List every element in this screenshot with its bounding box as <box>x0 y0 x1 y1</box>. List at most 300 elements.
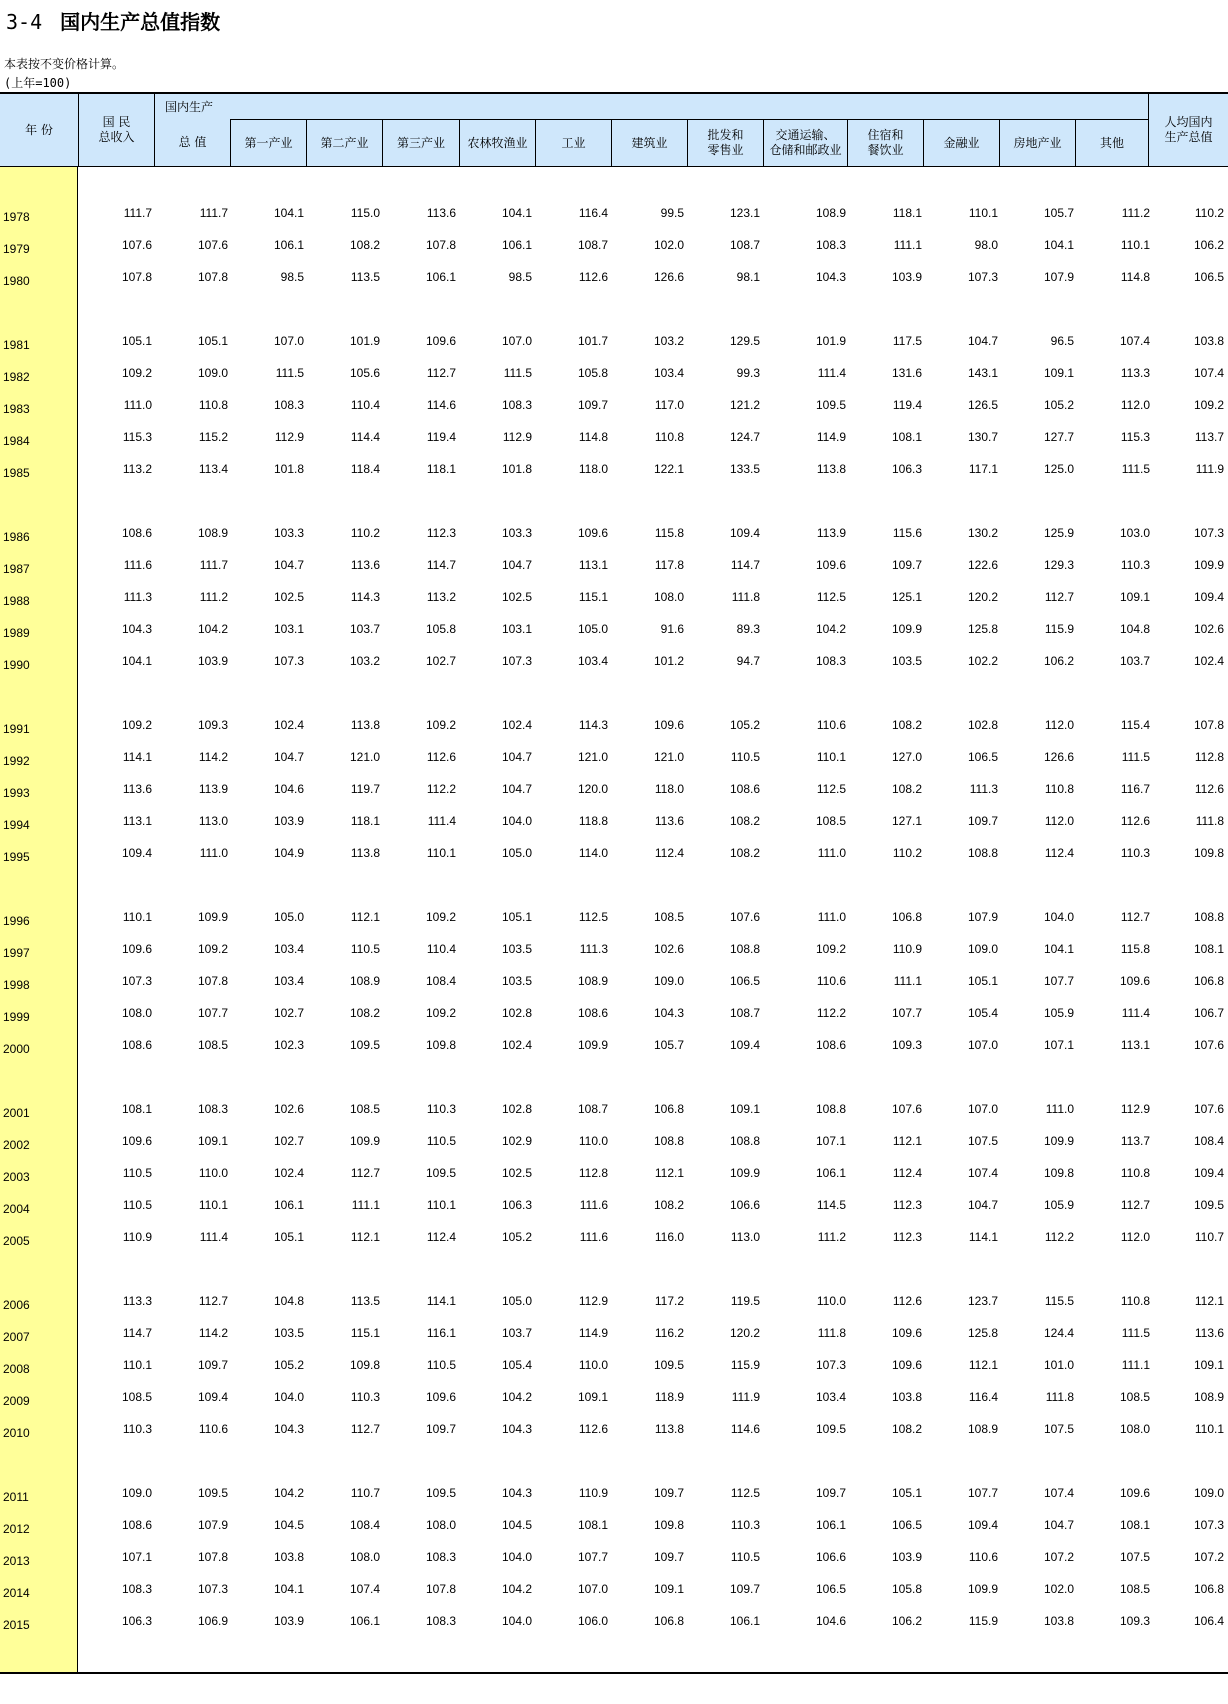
table-cell: 107.5 <box>1119 1550 1150 1564</box>
table-cell: 109.3 <box>891 1038 922 1052</box>
table-cell: 107.7 <box>1043 974 1074 988</box>
table-cell: 112.7 <box>426 366 456 380</box>
row-year: 1989 <box>3 626 30 640</box>
table-cell: 103.8 <box>891 1390 922 1404</box>
row-year: 1983 <box>3 402 30 416</box>
table-cell: 104.0 <box>501 1614 532 1628</box>
table-cell: 114.6 <box>730 1422 760 1436</box>
table-cell: 109.5 <box>425 1166 456 1180</box>
header-gdp-total: 总 值 <box>154 119 230 166</box>
table-cell: 113.4 <box>198 462 228 476</box>
table-cell: 112.4 <box>426 1230 456 1244</box>
table-cell: 110.9 <box>892 942 922 956</box>
table-cell: 119.5 <box>730 1294 760 1308</box>
table-cell: 110.6 <box>968 1550 998 1564</box>
table-cell: 105.4 <box>967 1006 998 1020</box>
row-year: 1988 <box>3 594 30 608</box>
table-cell: 105.1 <box>273 1230 304 1244</box>
table-cell: 109.5 <box>815 398 846 412</box>
table-cell: 112.5 <box>816 782 846 796</box>
table-cell: 114.9 <box>578 1326 608 1340</box>
table-cell: 110.8 <box>1120 1166 1150 1180</box>
table-cell: 112.7 <box>1120 910 1150 924</box>
table-cell: 102.9 <box>501 1134 532 1148</box>
row-year: 2005 <box>3 1234 30 1248</box>
table-cell: 103.0 <box>1119 526 1150 540</box>
table-cell: 116.4 <box>578 206 608 220</box>
table-cell: 109.0 <box>967 942 998 956</box>
table-cell: 111.5 <box>503 366 532 380</box>
table-cell: 125.0 <box>1043 462 1074 476</box>
table-cell: 105.0 <box>501 1294 532 1308</box>
table-cell: 104.2 <box>197 622 228 636</box>
table-cell: 108.3 <box>425 1614 456 1628</box>
table-cell: 115.2 <box>198 430 228 444</box>
table-cell: 112.3 <box>426 526 456 540</box>
table-cell: 114.1 <box>426 1294 456 1308</box>
table-cell: 103.2 <box>653 334 684 348</box>
table-cell: 106.1 <box>425 270 456 284</box>
table-cell: 110.1 <box>426 1198 456 1212</box>
table-cell: 111.0 <box>123 398 152 412</box>
table-cell: 112.8 <box>578 1166 608 1180</box>
table-cell: 107.6 <box>729 910 760 924</box>
table-cell: 114.9 <box>816 430 846 444</box>
table-cell: 111.5 <box>1121 1326 1150 1340</box>
table-cell: 113.9 <box>198 782 228 796</box>
table-cell: 108.2 <box>891 782 922 796</box>
table-cell: 101.7 <box>577 334 608 348</box>
table-cell: 107.1 <box>815 1134 846 1148</box>
table-cell: 108.7 <box>729 238 760 252</box>
table-cell: 106.1 <box>273 1198 304 1212</box>
table-cell: 109.2 <box>425 910 456 924</box>
table-cell: 104.7 <box>967 334 998 348</box>
table-cell: 111.6 <box>579 1230 608 1244</box>
table-cell: 102.4 <box>1193 654 1224 668</box>
table-cell: 109.8 <box>425 1038 456 1052</box>
table-cell: 111.9 <box>1195 462 1224 476</box>
table-cell: 110.0 <box>816 1294 846 1308</box>
table-cell: 110.5 <box>426 1358 456 1372</box>
table-cell: 127.1 <box>891 814 922 828</box>
table-cell: 107.6 <box>1193 1102 1224 1116</box>
table-cell: 108.4 <box>349 1518 380 1532</box>
table-cell: 103.9 <box>891 1550 922 1564</box>
table-cell: 98.5 <box>508 270 532 284</box>
table-cell: 110.6 <box>198 1422 228 1436</box>
table-cell: 102.8 <box>501 1102 532 1116</box>
table-cell: 121.0 <box>653 750 684 764</box>
table-cell: 104.6 <box>273 782 304 796</box>
table-cell: 102.0 <box>653 238 684 252</box>
table-cell: 113.6 <box>1194 1326 1224 1340</box>
table-cell: 113.8 <box>816 462 846 476</box>
table-cell: 102.5 <box>501 590 532 604</box>
table-cell: 110.8 <box>198 398 228 412</box>
table-cell: 104.7 <box>501 558 532 572</box>
table-cell: 109.0 <box>121 1486 152 1500</box>
table-cell: 108.9 <box>349 974 380 988</box>
table-cell: 112.1 <box>350 910 380 924</box>
table-cell: 115.5 <box>1044 1294 1074 1308</box>
table-cell: 112.9 <box>502 430 532 444</box>
table-cell: 109.2 <box>121 718 152 732</box>
table-cell: 112.9 <box>1120 1102 1150 1116</box>
row-year: 1984 <box>3 434 30 448</box>
table-cell: 124.4 <box>1043 1326 1074 1340</box>
table-cell: 120.0 <box>577 782 608 796</box>
row-year: 2006 <box>3 1298 30 1312</box>
table-cell: 122.6 <box>967 558 998 572</box>
table-cell: 104.3 <box>273 1422 304 1436</box>
table-cell: 108.5 <box>1119 1582 1150 1596</box>
table-cell: 110.1 <box>1194 1422 1224 1436</box>
table-cell: 109.5 <box>1193 1198 1224 1212</box>
table-cell: 109.5 <box>653 1358 684 1372</box>
table-cell: 116.1 <box>426 1326 456 1340</box>
table-cell: 98.1 <box>736 270 760 284</box>
table-cell: 110.9 <box>578 1486 608 1500</box>
row-year: 1996 <box>3 914 30 928</box>
table-cell: 106.2 <box>1193 238 1224 252</box>
table-cell: 108.5 <box>197 1038 228 1052</box>
table-cell: 104.7 <box>273 750 304 764</box>
table-cell: 119.4 <box>892 398 922 412</box>
table-cell: 109.6 <box>1119 974 1150 988</box>
table-cell: 111.4 <box>199 1230 228 1244</box>
table-cell: 113.6 <box>350 558 380 572</box>
table-cell: 106.1 <box>815 1166 846 1180</box>
table-cell: 107.7 <box>891 1006 922 1020</box>
table-cell: 103.5 <box>891 654 922 668</box>
table-cell: 106.9 <box>197 1614 228 1628</box>
table-cell: 110.5 <box>730 1550 760 1564</box>
table-cell: 111.4 <box>817 366 846 380</box>
table-cell: 113.8 <box>654 1422 684 1436</box>
table-cell: 114.1 <box>122 750 152 764</box>
table-cell: 103.7 <box>1119 654 1150 668</box>
table-cell: 112.4 <box>654 846 684 860</box>
table-cell: 107.4 <box>1119 334 1150 348</box>
row-year: 1995 <box>3 850 30 864</box>
table-cell: 126.6 <box>1043 750 1074 764</box>
table-cell: 106.7 <box>1193 1006 1224 1020</box>
table-cell: 105.2 <box>729 718 760 732</box>
table-cell: 109.1 <box>1193 1358 1224 1372</box>
table-cell: 108.5 <box>653 910 684 924</box>
table-cell: 108.4 <box>1193 1134 1224 1148</box>
table-cell: 107.9 <box>967 910 998 924</box>
table-cell: 124.7 <box>729 430 760 444</box>
table-cell: 109.4 <box>1193 590 1224 604</box>
table-cell: 103.1 <box>501 622 532 636</box>
table-cell: 104.1 <box>1043 942 1074 956</box>
table-cell: 109.7 <box>653 1550 684 1564</box>
table-cell: 105.4 <box>501 1358 532 1372</box>
table-cell: 108.3 <box>501 398 532 412</box>
table-cell: 123.7 <box>967 1294 998 1308</box>
table-cell: 108.1 <box>1193 942 1224 956</box>
table-cell: 110.1 <box>426 846 456 860</box>
table-cell: 109.6 <box>891 1326 922 1340</box>
table-cell: 98.5 <box>280 270 304 284</box>
table-cell: 120.2 <box>967 590 998 604</box>
table-cell: 125.8 <box>967 1326 998 1340</box>
table-cell: 111.0 <box>817 910 846 924</box>
row-year: 1986 <box>3 530 30 544</box>
table-cell: 103.5 <box>501 942 532 956</box>
table-cell: 105.9 <box>1043 1198 1074 1212</box>
table-cell: 113.3 <box>1120 366 1150 380</box>
table-cell: 110.1 <box>198 1198 228 1212</box>
table-cell: 113.1 <box>122 814 152 828</box>
table-cell: 108.1 <box>121 1102 152 1116</box>
table-cell: 109.2 <box>425 1006 456 1020</box>
table-cell: 116.0 <box>654 1230 684 1244</box>
table-cell: 106.5 <box>967 750 998 764</box>
table-cell: 131.6 <box>891 366 922 380</box>
table-cell: 104.1 <box>1043 238 1074 252</box>
table-cell: 127.0 <box>891 750 922 764</box>
row-year: 2007 <box>3 1330 30 1344</box>
table-cell: 108.3 <box>815 654 846 668</box>
table-cell: 104.1 <box>273 206 304 220</box>
table-cell: 111.8 <box>731 590 760 604</box>
header-real-estate: 房地产业 <box>999 119 1075 166</box>
table-cell: 103.9 <box>197 654 228 668</box>
table-cell: 113.6 <box>426 206 456 220</box>
table-cell: 105.1 <box>501 910 532 924</box>
table-cell: 108.0 <box>653 590 684 604</box>
table-cell: 129.5 <box>729 334 760 348</box>
header-tertiary: 第三产业 <box>382 119 459 166</box>
table-cell: 118.0 <box>654 782 684 796</box>
table-cell: 103.9 <box>273 1614 304 1628</box>
table-cell: 108.8 <box>729 1134 760 1148</box>
table-cell: 102.7 <box>273 1006 304 1020</box>
table-cell: 111.1 <box>893 238 922 252</box>
table-cell: 112.6 <box>578 270 608 284</box>
header-wholesale-retail: 批发和 零售业 <box>687 119 763 166</box>
row-year: 2008 <box>3 1362 30 1376</box>
table-cell: 106.5 <box>815 1582 846 1596</box>
row-year: 2013 <box>3 1554 30 1568</box>
table-cell: 103.9 <box>273 814 304 828</box>
table-cell: 105.0 <box>273 910 304 924</box>
table-cell: 102.2 <box>967 654 998 668</box>
row-year: 1991 <box>3 722 30 736</box>
table-cell: 108.1 <box>1119 1518 1150 1532</box>
table-cell: 109.1 <box>197 1134 228 1148</box>
table-cell: 108.0 <box>121 1006 152 1020</box>
row-year: 1997 <box>3 946 30 960</box>
table-cell: 108.2 <box>891 1422 922 1436</box>
table-cell: 107.3 <box>501 654 532 668</box>
row-year: 1998 <box>3 978 30 992</box>
table-cell: 99.5 <box>660 206 684 220</box>
table-cell: 110.8 <box>654 430 684 444</box>
table-cell: 106.1 <box>273 238 304 252</box>
table-cell: 109.4 <box>729 1038 760 1052</box>
table-cell: 109.2 <box>197 942 228 956</box>
table-cell: 103.4 <box>653 366 684 380</box>
table-cell: 126.5 <box>967 398 998 412</box>
table-cell: 107.4 <box>349 1582 380 1596</box>
table-cell: 108.3 <box>197 1102 228 1116</box>
table-cell: 129.3 <box>1043 558 1074 572</box>
table-cell: 107.6 <box>121 238 152 252</box>
table-cell: 112.1 <box>892 1134 922 1148</box>
page-title <box>6 6 220 35</box>
table-cell: 114.7 <box>426 558 456 572</box>
table-cell: 109.3 <box>197 718 228 732</box>
row-year: 2004 <box>3 1202 30 1216</box>
table-cell: 112.4 <box>1044 846 1074 860</box>
table-cell: 103.8 <box>1193 334 1224 348</box>
table-cell: 89.3 <box>736 622 760 636</box>
table-cell: 112.0 <box>1120 1230 1150 1244</box>
table-cell: 112.2 <box>426 782 456 796</box>
table-cell: 107.5 <box>967 1134 998 1148</box>
table-cell: 112.7 <box>198 1294 228 1308</box>
table-cell: 108.2 <box>349 1006 380 1020</box>
table-cell: 102.4 <box>501 718 532 732</box>
table-cell: 110.7 <box>350 1486 380 1500</box>
table-cell: 110.9 <box>122 1230 152 1244</box>
header-agriculture: 农林牧渔业 <box>459 119 535 166</box>
table-cell: 117.1 <box>968 462 998 476</box>
table-cell: 102.8 <box>967 718 998 732</box>
table-cell: 118.0 <box>578 462 608 476</box>
table-cell: 104.3 <box>121 622 152 636</box>
table-cell: 110.6 <box>816 718 846 732</box>
table-cell: 112.7 <box>350 1166 380 1180</box>
row-year: 2001 <box>3 1106 30 1120</box>
table-cell: 125.1 <box>891 590 922 604</box>
row-year: 2003 <box>3 1170 30 1184</box>
table-cell: 105.8 <box>425 622 456 636</box>
table-cell: 127.7 <box>1043 430 1074 444</box>
table-cell: 107.6 <box>891 1102 922 1116</box>
table-cell: 110.4 <box>426 942 456 956</box>
table-cell: 104.2 <box>501 1390 532 1404</box>
table-cell: 105.1 <box>197 334 228 348</box>
table-cell: 107.0 <box>501 334 532 348</box>
table-cell: 107.3 <box>967 270 998 284</box>
table-cell: 111.7 <box>199 558 228 572</box>
table-cell: 104.9 <box>273 846 304 860</box>
table-cell: 116.7 <box>1120 782 1150 796</box>
table-cell: 104.7 <box>967 1198 998 1212</box>
table-cell: 115.6 <box>892 526 922 540</box>
table-cell: 109.8 <box>1043 1166 1074 1180</box>
table-cell: 106.2 <box>1043 654 1074 668</box>
table-cell: 118.9 <box>654 1390 684 1404</box>
table-cell: 104.2 <box>501 1582 532 1596</box>
table-cell: 108.9 <box>967 1422 998 1436</box>
table-cell: 107.8 <box>425 1582 456 1596</box>
table-cell: 111.2 <box>817 1230 846 1244</box>
header-industry: 工业 <box>535 119 611 166</box>
table-cell: 107.3 <box>1193 526 1224 540</box>
table-cell: 112.6 <box>1194 782 1224 796</box>
table-cell: 109.1 <box>577 1390 608 1404</box>
table-cell: 108.5 <box>349 1102 380 1116</box>
table-cell: 96.5 <box>1050 334 1074 348</box>
table-cell: 118.1 <box>350 814 380 828</box>
table-cell: 125.8 <box>967 622 998 636</box>
table-cell: 115.1 <box>578 590 608 604</box>
table-cell: 109.1 <box>1119 590 1150 604</box>
table-cell: 108.6 <box>815 1038 846 1052</box>
data-table-body <box>0 167 1228 1672</box>
table-cell: 105.0 <box>577 622 608 636</box>
table-cell: 102.5 <box>273 590 304 604</box>
table-cell: 109.4 <box>967 1518 998 1532</box>
table-cell: 107.3 <box>815 1358 846 1372</box>
table-cell: 109.9 <box>1043 1134 1074 1148</box>
table-cell: 112.6 <box>426 750 456 764</box>
table-cell: 114.0 <box>578 846 608 860</box>
table-cell: 108.3 <box>121 1582 152 1596</box>
table-cell: 110.3 <box>426 1102 456 1116</box>
table-cell: 109.5 <box>425 1486 456 1500</box>
table-cell: 109.8 <box>349 1358 380 1372</box>
row-year: 1980 <box>3 274 30 288</box>
table-cell: 99.3 <box>736 366 760 380</box>
table-cell: 106.3 <box>121 1614 152 1628</box>
table-cell: 110.3 <box>122 1422 152 1436</box>
table-cell: 103.2 <box>349 654 380 668</box>
row-year: 1985 <box>3 466 30 480</box>
table-cell: 109.7 <box>729 1582 760 1596</box>
table-cell: 101.9 <box>349 334 380 348</box>
table-cell: 110.2 <box>892 846 922 860</box>
table-cell: 111.3 <box>579 942 608 956</box>
table-cell: 111.3 <box>969 782 998 796</box>
table-cell: 106.8 <box>891 910 922 924</box>
table-cell: 106.1 <box>501 238 532 252</box>
table-cell: 91.6 <box>660 622 684 636</box>
table-cell: 111.7 <box>123 206 152 220</box>
table-cell: 108.2 <box>891 718 922 732</box>
table-cell: 110.3 <box>350 1390 380 1404</box>
table-cell: 104.1 <box>501 206 532 220</box>
table-cell: 106.1 <box>815 1518 846 1532</box>
table-cell: 106.4 <box>1193 1614 1224 1628</box>
table-cell: 102.5 <box>501 1166 532 1180</box>
table-cell: 106.5 <box>729 974 760 988</box>
row-year: 1992 <box>3 754 30 768</box>
table-cell: 109.2 <box>815 942 846 956</box>
table-cell: 110.7 <box>1194 1230 1224 1244</box>
table-cell: 112.3 <box>892 1230 922 1244</box>
table-cell: 105.2 <box>273 1358 304 1372</box>
table-cell: 111.0 <box>199 846 228 860</box>
table-cell: 102.7 <box>425 654 456 668</box>
table-cell: 115.3 <box>1120 430 1150 444</box>
table-cell: 102.0 <box>1043 1582 1074 1596</box>
table-cell: 109.6 <box>121 942 152 956</box>
table-cell: 122.1 <box>653 462 684 476</box>
table-cell: 110.8 <box>1120 1294 1150 1308</box>
table-cell: 108.6 <box>121 1518 152 1532</box>
header-primary: 第一产业 <box>230 119 306 166</box>
table-cell: 114.2 <box>198 1326 228 1340</box>
table-cell: 109.5 <box>815 1422 846 1436</box>
table-cell: 110.5 <box>122 1166 152 1180</box>
